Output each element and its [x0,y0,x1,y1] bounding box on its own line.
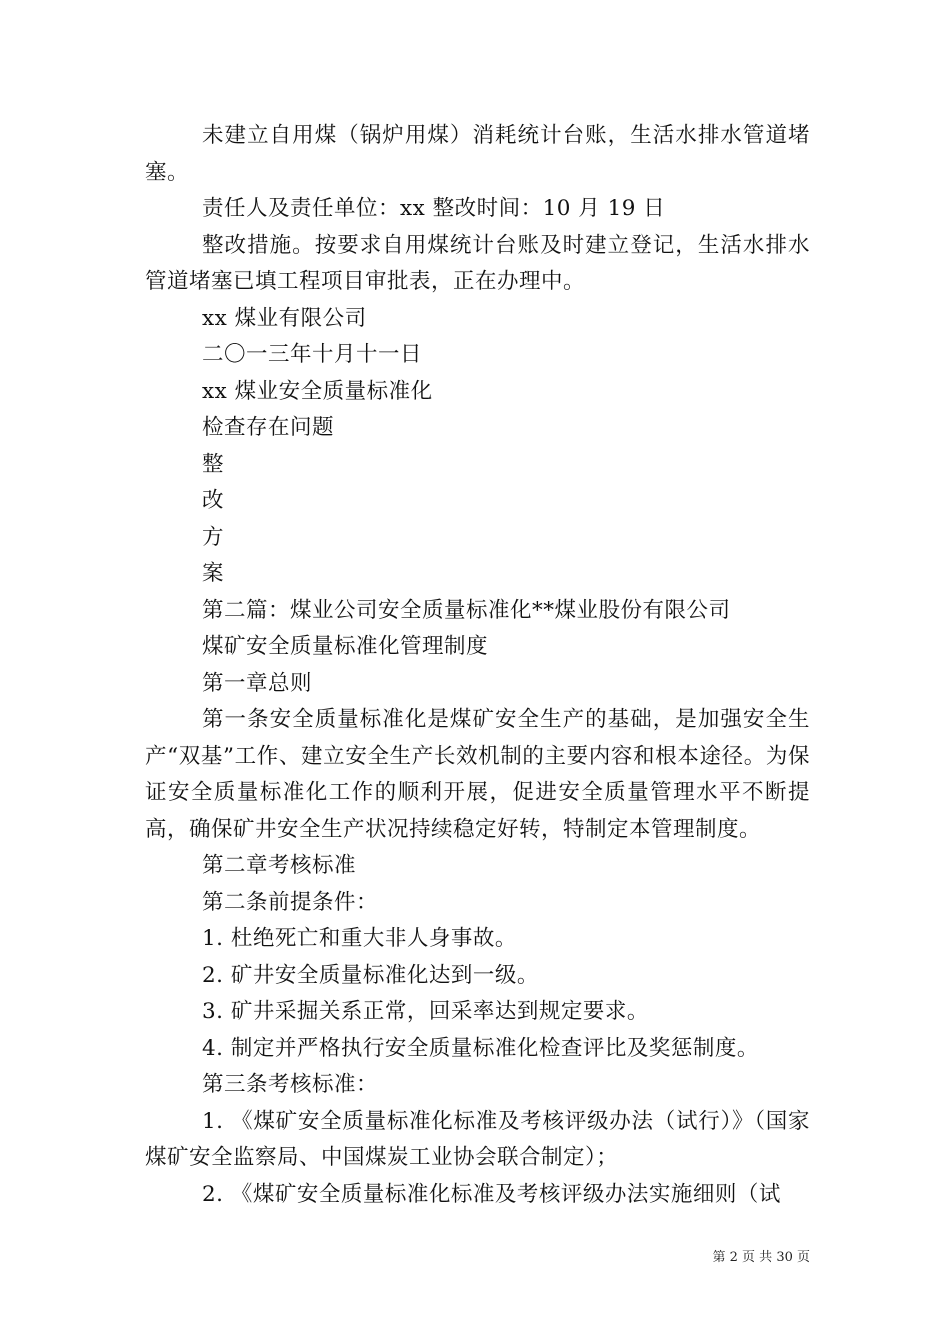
document-body [145,118,810,1213]
title-char-3: 方 [202,524,225,550]
document-date: 二〇一三年十月十一日 [202,342,423,367]
list-item-4: 4. 制定并严格执行安全质量标准化检查评比及奖惩制度。 [202,1035,759,1061]
list-item-3: 3. 矿井采掘关系正常，回采率达到规定要求。 [202,999,649,1024]
standard-item-1: 1. 《煤矿安全质量标准化标准及考核评级办法（试行）》（国家煤矿安全监察局、中国煤炭工业协会联合制定）； [145,1108,810,1170]
article-1: 第一条安全质量标准化是煤矿安全生产的基础，是加强安全生产“双基”工作、建立安全生产长效机制的主要内容和根本途径。为保证安全质量标准化工作的顺利开展，促进安全质量管理水平不断提高，确保矿井安全生产状况持续稳定好转，特制定本管理制度。 [145,707,810,842]
title-char-1: 整 [202,451,225,477]
paragraph-1: 未建立自用煤（锅炉用煤）消耗统计台账，生活水排水管道堵塞。 [145,123,810,185]
article-3-heading: 第三条考核标准： [202,1072,379,1097]
paragraph-3: 整改措施。按要求自用煤统计台账及时建立登记，生活水排水管道堵塞已填工程项目审批表，正在办理中。 [145,232,810,294]
document-title: 煤矿安全质量标准化管理制度 [202,634,489,659]
page-number: 第 2 页 共 30 页 [712,1250,810,1265]
list-item-1: 1. 杜绝死亡和重大非人身事故。 [202,926,517,951]
list-item-2: 2. 矿井安全质量标准化达到一级。 [202,962,539,988]
title-line-2: 检查存在问题 [202,415,335,440]
article-2-heading: 第二条前提条件： [202,889,379,915]
standard-item-2: 2. 《煤矿安全质量标准化标准及考核评级办法实施细则（试 [202,1181,781,1207]
paragraph-2: 责任人及责任单位：xx 整改时间：10 月 19 日 [202,196,666,221]
chapter-2-heading: 第二章考核标准 [202,853,357,878]
chapter-1-heading: 第一章总则 [202,670,313,696]
title-char-2: 改 [202,488,225,513]
title-line-1: xx 煤业安全质量标准化 [202,378,433,404]
title-char-4: 案 [202,561,225,586]
section-heading: 第二篇：煤业公司安全质量标准化**煤业股份有限公司 [202,597,731,623]
company-name: xx 煤业有限公司 [202,305,367,331]
